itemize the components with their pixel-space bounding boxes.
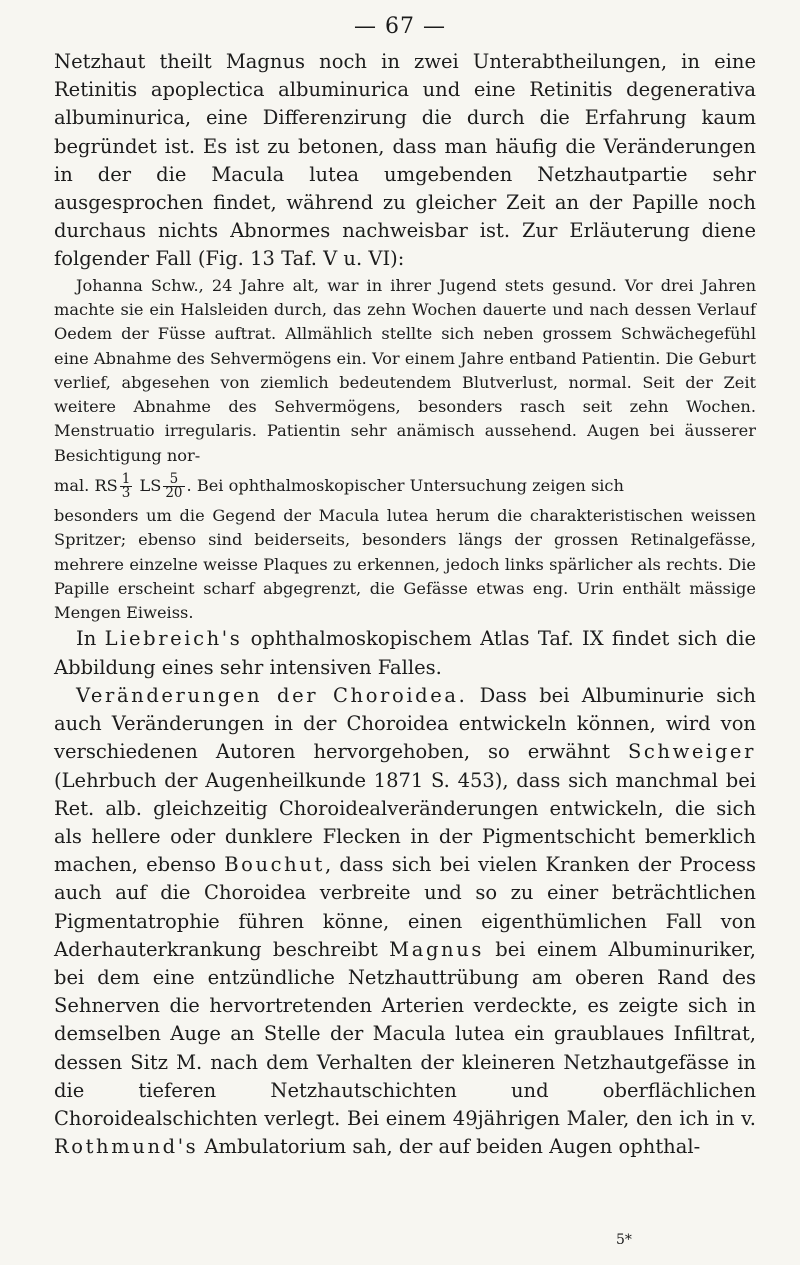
case-report-continued: besonders um die Gegend der Macula lutea herum die charakteristischen weissen Spritzer; ebenso sind beiderseits, besonders längs der grossen Retinalgefässe, mehrere einzelne weisse Plaques zu erkennen, jedoch links spärlicher als rechts. Die Papille erscheint scharf abgegrenzt, die Gefässe etwas eng. Urin enthält mässige Mengen Eiweiss. (54, 506, 756, 623)
acuity-mid: LS (139, 476, 162, 495)
rs-denominator: 3 (121, 485, 131, 501)
acuity-tail: . Bei ophthalmoskopischer Untersuchung zeigen sich (186, 476, 624, 495)
liebreich-lead: In (76, 627, 105, 651)
paragraph-intro: Netzhaut theilt Magnus noch in zwei Unterabtheilungen, in eine Retinitis apoplectica albuminurica und eine Retinitis degenerativa albuminurica, eine Differenzirung die durch die Erfahrung kaum begründet ist. Es ist zu betonen, dass man häufig die Veränderungen in der die Macula lutea umgebenden Netzhautpartie sehr ausgesprochen findet, während zu gleicher Zeit an der Papille noch durchaus nichts Abnormes nachweisbar ist. Zur Erläuterung diene folgender Fall (Fig. 13 Taf. V u. VI): (54, 50, 756, 271)
acuity-lead: mal. RS (54, 476, 118, 495)
rs-fraction (120, 473, 133, 500)
ls-fraction (163, 473, 184, 500)
case-report: Johanna Schw., 24 Jahre alt, war in ihrer Jugend stets gesund. Vor drei Jahren machte sie ein Halsleiden durch, das zehn Wochen dauerte und nach dessen Verlauf Oedem der Füsse auftrat. Allmählich stellte sich neben grossem Schwächegefühl eine Abnahme des Sehvermögens ein. Vor einem Jahre entband Patientin. Die Geburt verlief, abgesehen von ziemlich bedeutendem Blutverlust, normal. Seit der Zeit weitere Abnahme des Sehvermögens, besonders rasch seit zehn Wochen. Menstruatio irregularis. Patientin sehr anämisch aussehend. Augen bei äusserer Besichtigung nor- (54, 275, 756, 465)
page-number: — 67 — (354, 14, 446, 39)
signature-mark: 5* (616, 1232, 632, 1248)
paragraph-liebreich (54, 625, 756, 681)
choroidea-text-4: bei einem Albuminuriker, bei dem eine entzündliche Netzhauttrübung am oberen Rand des Sehnerven die hervortretenden Arterien verdeckte, es zeigte sich in demselben Auge an Stelle der Macula lutea ein graublaues Infiltrat, dessen Sitz M. nach dem Verhalten der kleineren Netzhautgefässe in die tieferen Netzhautschichten und oberflächlichen Choroidealschichten verlegt. Bei einem 49jährigen Maler, den ich in v. (54, 937, 757, 1130)
visual-acuity-line (54, 468, 756, 504)
author-schweiger: Schweiger (627, 740, 756, 764)
choroidea-text-3: , dass sich bei vielen Kranken der Process auch auf die Choroidea verbreite und so zu einer beträchtlichen Pigmentatrophie führen könne, einen eigenthümlichen Fall von Aderhauterkrankung beschreibt (54, 853, 756, 961)
ls-numerator: 5 (163, 473, 184, 487)
author-magnus: Magnus (389, 937, 484, 961)
author-bouchut: Bouchut (224, 853, 325, 877)
ls-denominator: 20 (165, 485, 183, 501)
choroidea-text-5: Ambulatorium sah, der auf beiden Augen ophthal- (198, 1135, 701, 1159)
page-body (54, 48, 756, 1161)
rs-numerator: 1 (121, 471, 131, 487)
section-heading: Veränderungen der Choroidea. (76, 683, 468, 707)
author-rothmund: Rothmund's (54, 1135, 199, 1159)
paragraph-choroidea (54, 682, 756, 1161)
choroidea-text-2: (Lehrbuch der Augenheilkunde 1871 S. 453), dass sich manchmal bei Ret. alb. gleichzeitig Choroidealveränderungen entwickeln, die sich als hellere oder dunklere Flecken in der Pigmentschicht bemerklich machen, ebenso (54, 768, 756, 877)
choroidea-text-1: Dass bei Albuminurie sich auch Veränderungen in der Choroidea entwickeln können, wird von verschiedenen Autoren hervorgehoben, so erwähnt (54, 683, 756, 764)
liebreich-text: ophthalmoskopischem Atlas Taf. IX findet sich die Abbildung eines sehr intensiven Falles. (54, 627, 756, 679)
author-liebreich: Liebreich's (104, 627, 243, 651)
